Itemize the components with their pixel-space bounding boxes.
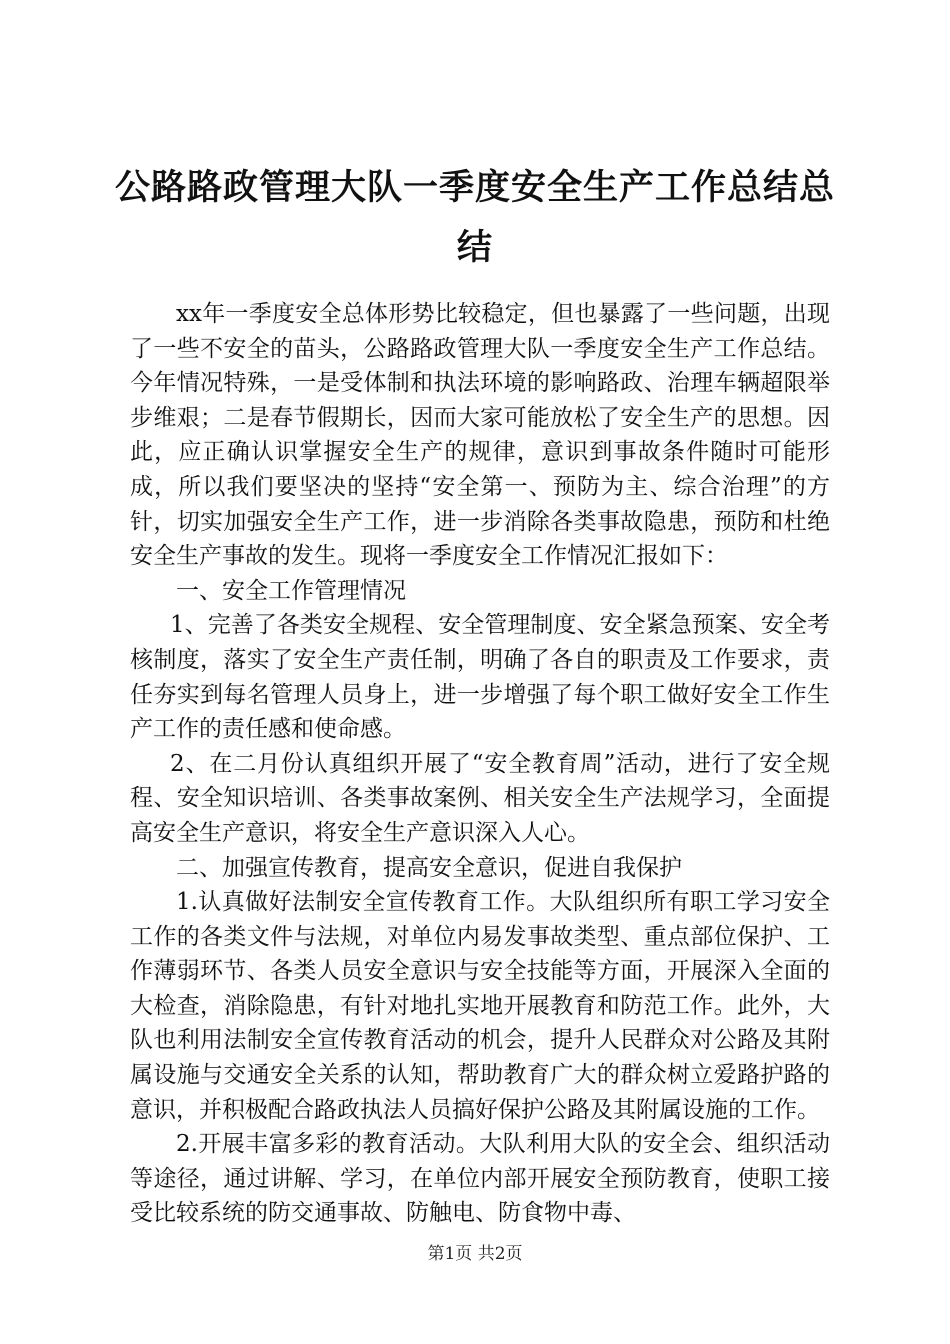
section-1-item-2: 2、在二月份认真组织开展了“安全教育周”活动，进行了安全规程、安全知识培训、各类事故案例、相关安全生产法规学习，全面提高安全生产意识，将安全生产意识深入人心。	[130, 750, 830, 846]
section-2-item-2: 2.开展丰富多彩的教育活动。大队利用大队的安全会、组织活动等途径，通过讲解、学习，在单位内部开展安全预防教育，使职工接受比较系统的防交通事故、防触电、防食物中毒、	[130, 1131, 830, 1227]
document-title: 公路路政管理大队一季度安全生产工作总结总结	[114, 167, 835, 268]
intro-paragraph: xx年一季度安全总体形势比较稳定，但也暴露了一些问题，出现了一些不安全的苗头，公路路政管理大队一季度安全生产工作总结。今年情况特殊，一是受体制和执法环境的影响路政、治理车辆超限举步维艰；二是春节假期长，因而大家可能放松了安全生产的思想。因此，应正确认识掌握安全生产的规律，意识到事故条件随时可能形成，所以我们要坚决的坚持“安全第一、预防为主、综合治理”的方针，切实加强安全生产工作，进一步消除各类事故隐患，预防和杜绝安全生产事故的发生。现将一季度安全工作情况汇报如下：	[130, 301, 830, 570]
page-footer: 第1页 共2页	[427, 1244, 523, 1264]
section-2-item-1: 1.认真做好法制安全宣传教育工作。大队组织所有职工学习安全工作的各类文件与法规，对单位内易发事故类型、重点部位保护、工作薄弱环节、各类人员安全意识与安全技能等方面，开展深入全面的大检查，消除隐患，有针对地扎实地开展教育和防范工作。此外，大队也利用法制安全宣传教育活动的机会，提升人民群众对公路及其附属设施与交通安全关系的认知，帮助教育广大的群众树立爱路护路的意识，并积极配合路政执法人员搞好保护公路及其附属设施的工作。	[130, 889, 830, 1123]
section-heading-2: 二、加强宣传教育，提高安全意识，促进自我保护	[176, 854, 682, 881]
section-1-item-1: 1、完善了各类安全规程、安全管理制度、安全紧急预案、安全考核制度，落实了安全生产责任制，明确了各自的职责及工作要求，责任夯实到每名管理人员身上，进一步增强了每个职工做好安全工作生产工作的责任感和使命感。	[130, 612, 830, 743]
document-body	[130, 297, 830, 1231]
section-heading-1: 一、安全工作管理情况	[176, 577, 406, 604]
